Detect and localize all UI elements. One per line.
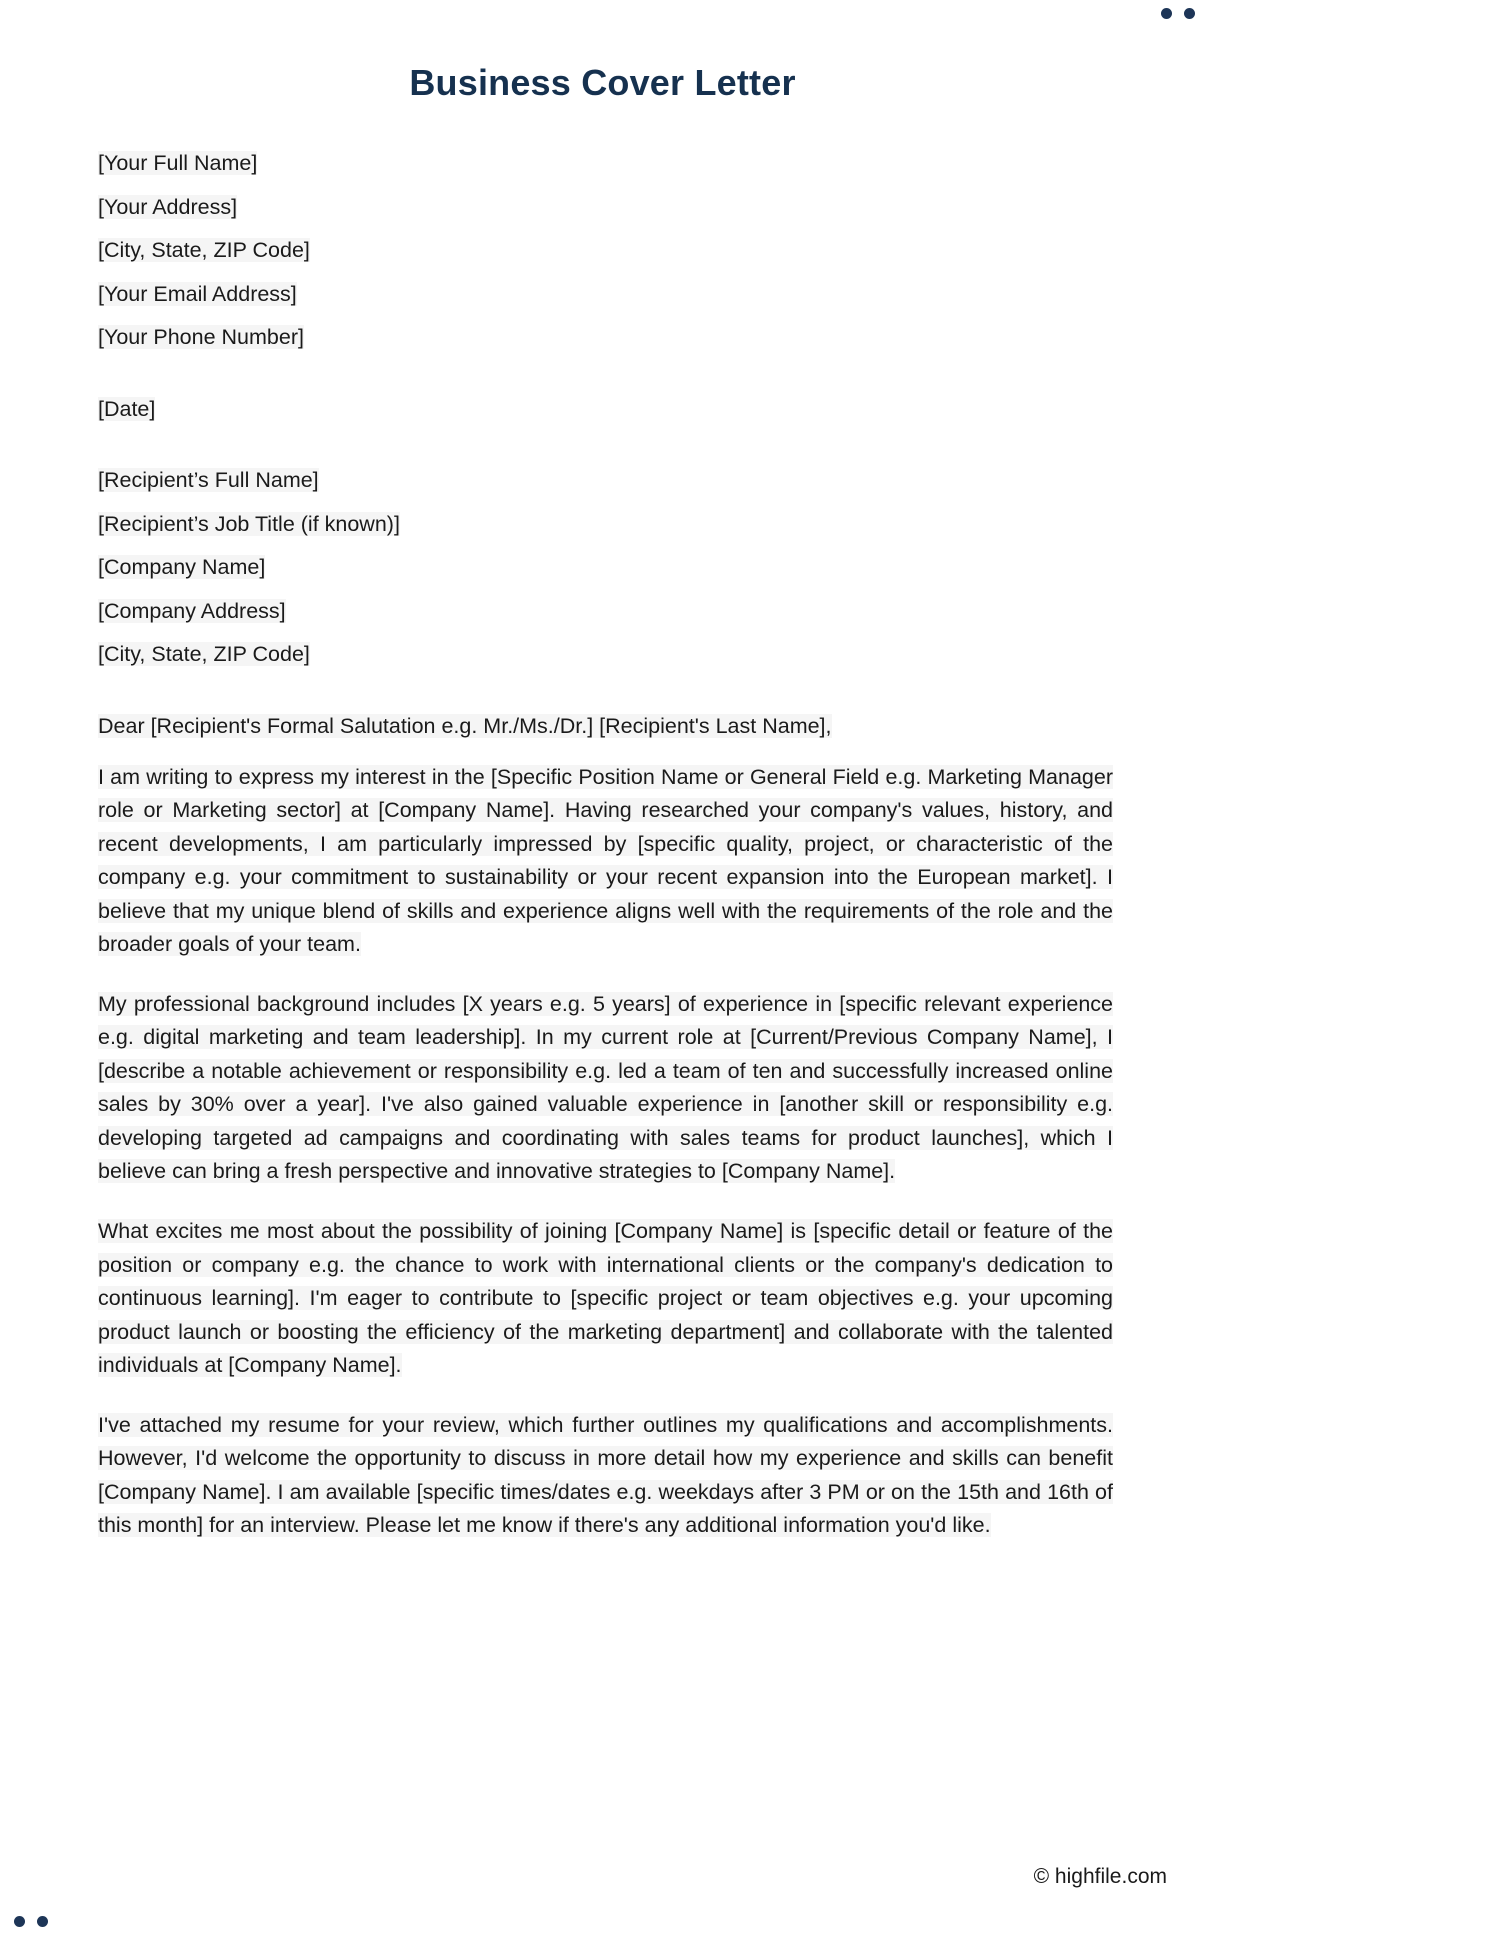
date-value: [Date] [98, 396, 156, 421]
dot-icon [1184, 8, 1195, 19]
decorative-dots-top-right [1161, 8, 1195, 19]
letter-paragraph-1 [98, 761, 1113, 962]
decorative-dots-bottom-left [14, 1916, 48, 1927]
letter-paragraph-2 [98, 988, 1113, 1189]
paragraph-text: I've attached my resume for your review, which further outlines my qualifications and accomplishments. However, I'd welcome the opportunity to discuss in more detail how my experience and skills can benefit [Company Name]. I am available [specific times/dates e.g. weekdays after 3 PM or on the 15th and 16th of this month] for an interview. Please let me know if there's any additional information you'd like. [98, 1412, 1113, 1538]
recipient-line [98, 641, 1113, 669]
sender-line [98, 281, 1113, 309]
sender-line [98, 237, 1113, 265]
recipient-full-name: [Recipient’s Full Name] [98, 468, 319, 493]
spacer [98, 685, 1113, 713]
paragraph-text: My professional background includes [X years e.g. 5 years] of experience in [specific relevant experience e.g. digital marketing and team leadership]. In my current role at [Current/Previous Company Name], I [describe a notable achievement or responsibility e.g. led a team of ten and successfully increased online sales by 30% over a year]. I've also gained valuable experience in [another skill or responsibility e.g. developing targeted ad campaigns and coordinating with sales teams for product launches], which I believe can bring a fresh perspective and innovative strategies to [Company Name]. [98, 991, 1113, 1184]
sender-line [98, 194, 1113, 222]
recipient-city-state-zip: [City, State, ZIP Code] [98, 642, 310, 667]
letter-paragraph-4 [98, 1409, 1113, 1543]
salutation-text: Dear [Recipient's Formal Salutation e.g. Mr./Ms./Dr.] [Recipient's Last Name], [98, 713, 832, 738]
sender-address: [Your Address] [98, 194, 238, 219]
recipient-company-address: [Company Address] [98, 598, 286, 623]
page-title: Business Cover Letter [409, 62, 796, 103]
spacer [98, 368, 1113, 396]
letter-body [98, 150, 1113, 1543]
recipient-company-name: [Company Name] [98, 555, 266, 580]
sender-city-state-zip: [City, State, ZIP Code] [98, 238, 310, 263]
sender-full-name: [Your Full Name] [98, 151, 258, 175]
sender-address-block [98, 150, 1113, 352]
recipient-line [98, 554, 1113, 582]
sender-phone: [Your Phone Number] [98, 325, 304, 350]
spacer [98, 439, 1113, 467]
sender-line [98, 150, 1113, 178]
date-line [98, 396, 1113, 424]
letter-paragraph-3 [98, 1215, 1113, 1383]
recipient-line [98, 598, 1113, 626]
paragraph-text: What excites me most about the possibility of joining [Company Name] is [specific detail or feature of the position or company e.g. the chance to work with international clients or the company's dedication to continuous learning]. I'm eager to contribute to [specific project or team objectives e.g. your upcoming product launch or boosting the efficiency of the marketing department] and collaborate with the talented individuals at [Company Name]. [98, 1218, 1113, 1378]
sender-email: [Your Email Address] [98, 281, 297, 306]
paragraph-text: I am writing to express my interest in the [Specific Position Name or General Field e.g. Marketing Manager role or Marketing sector] at [Company Name]. Having researched your company's values, history, and recent developments, I am particularly impressed by [specific quality, project, or characteristic of the company e.g. your commitment to sustainability or your recent expansion into the European market]. I believe that my unique blend of skills and experience aligns well with the requirements of the role and the broader goals of your team. [98, 764, 1113, 957]
salutation-line [98, 713, 1113, 741]
footer-copyright-text: © highfile.com [1033, 1865, 1167, 1888]
recipient-line [98, 511, 1113, 539]
dot-icon [37, 1916, 48, 1927]
recipient-address-block [98, 467, 1113, 669]
recipient-job-title: [Recipient’s Job Title (if known)] [98, 511, 400, 536]
dot-icon [1161, 8, 1172, 19]
dot-icon [14, 1916, 25, 1927]
recipient-line [98, 467, 1113, 495]
sender-line [98, 324, 1113, 352]
footer-copyright [1034, 1865, 1167, 1889]
